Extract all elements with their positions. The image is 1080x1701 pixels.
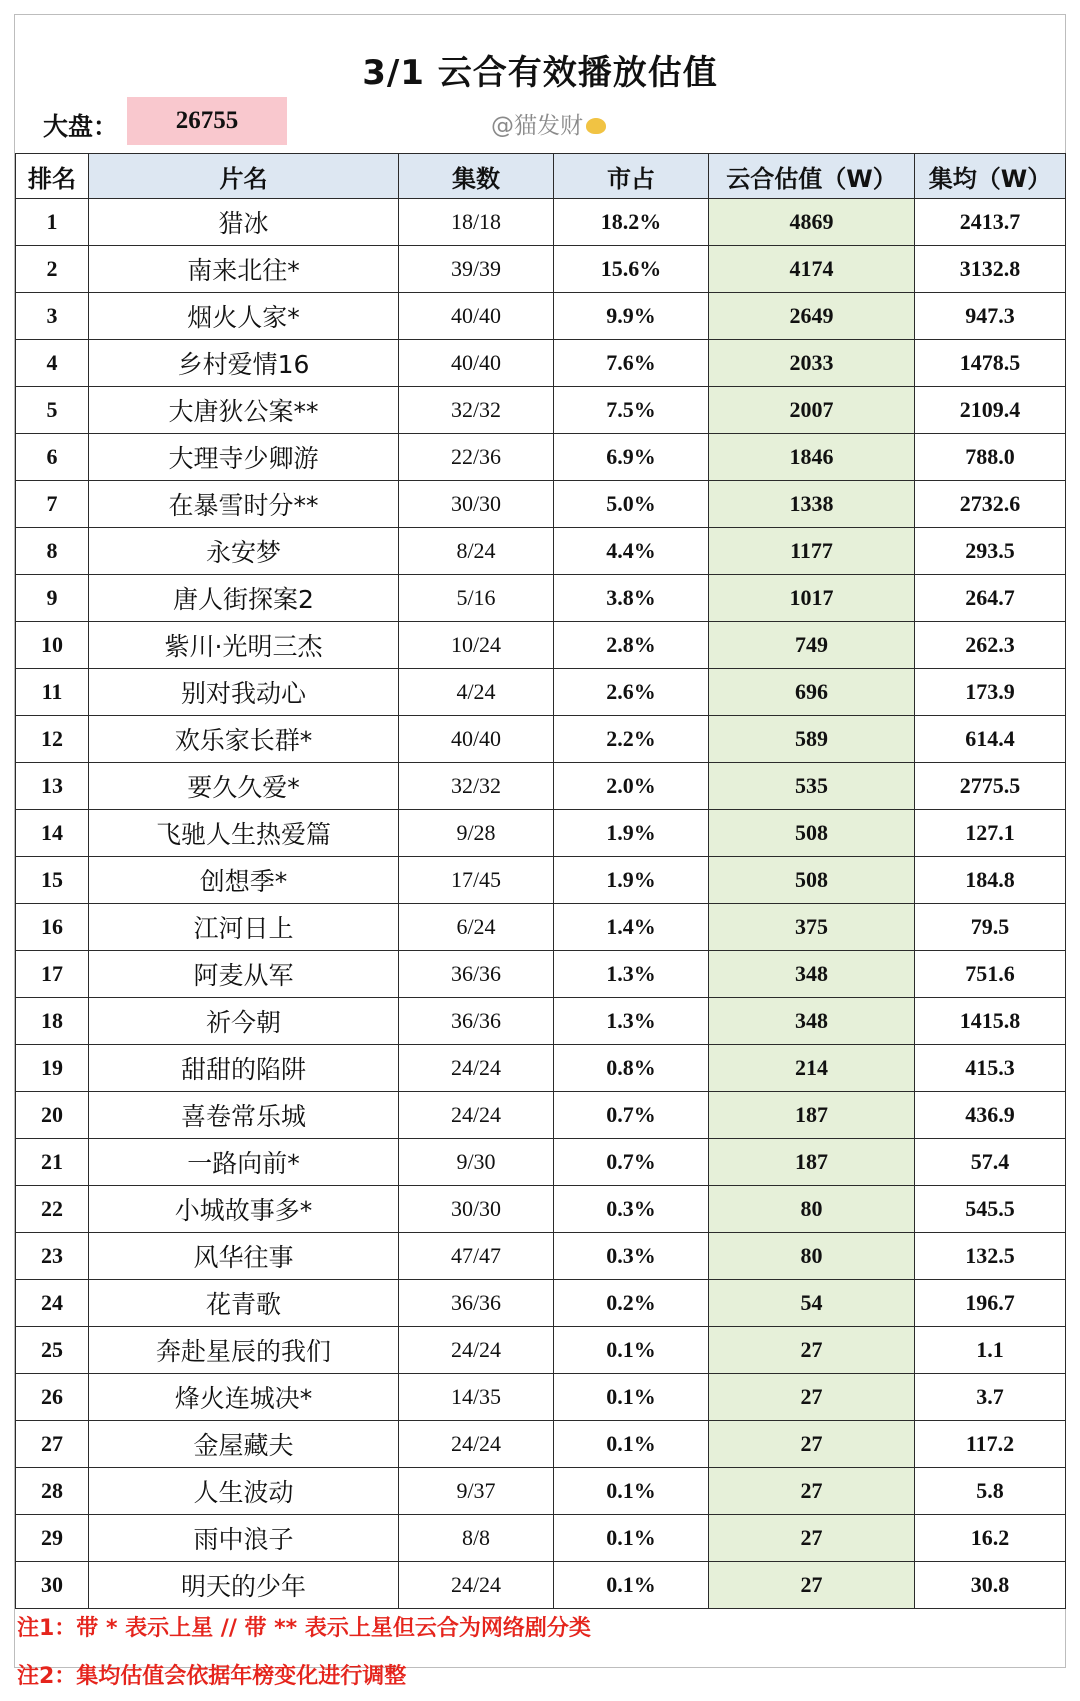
share-cell: 1.9% bbox=[554, 810, 709, 857]
estimate-cell: 1338 bbox=[709, 481, 915, 528]
share-cell: 1.9% bbox=[554, 857, 709, 904]
table-row bbox=[16, 481, 1066, 528]
title-cell: 猎冰 bbox=[89, 199, 399, 246]
table-row bbox=[16, 951, 1066, 998]
episodes-cell: 9/30 bbox=[399, 1139, 554, 1186]
table-row bbox=[16, 1562, 1066, 1609]
share-cell: 0.1% bbox=[554, 1374, 709, 1421]
estimate-cell: 54 bbox=[709, 1280, 915, 1327]
share-cell: 0.7% bbox=[554, 1139, 709, 1186]
episodes-cell: 24/24 bbox=[399, 1045, 554, 1092]
rank-cell: 7 bbox=[16, 481, 89, 528]
estimate-cell: 589 bbox=[709, 716, 915, 763]
episodes-cell: 10/24 bbox=[399, 622, 554, 669]
title-cell: 阿麦从军 bbox=[89, 951, 399, 998]
avg-cell: 2413.7 bbox=[915, 199, 1066, 246]
estimate-cell: 27 bbox=[709, 1421, 915, 1468]
table-row bbox=[16, 199, 1066, 246]
share-cell: 0.1% bbox=[554, 1468, 709, 1515]
page-title: 3/1 云合有效播放估值 bbox=[362, 53, 718, 93]
title-cell: 江河日上 bbox=[89, 904, 399, 951]
table-row bbox=[16, 1186, 1066, 1233]
episodes-cell: 4/24 bbox=[399, 669, 554, 716]
table-row bbox=[16, 857, 1066, 904]
title-cell: 飞驰人生热爱篇 bbox=[89, 810, 399, 857]
table-row bbox=[16, 387, 1066, 434]
rank-cell: 9 bbox=[16, 575, 89, 622]
share-cell: 15.6% bbox=[554, 246, 709, 293]
table-row bbox=[16, 1374, 1066, 1421]
title-cell: 小城故事多* bbox=[89, 1186, 399, 1233]
estimate-cell: 2007 bbox=[709, 387, 915, 434]
estimate-cell: 27 bbox=[709, 1468, 915, 1515]
rank-cell: 6 bbox=[16, 434, 89, 481]
rank-cell: 18 bbox=[16, 998, 89, 1045]
avg-cell: 127.1 bbox=[915, 810, 1066, 857]
title-cell: 花青歌 bbox=[89, 1280, 399, 1327]
dapan-value: 26755 bbox=[127, 97, 287, 145]
episodes-cell: 8/8 bbox=[399, 1515, 554, 1562]
episodes-cell: 24/24 bbox=[399, 1562, 554, 1609]
estimate-cell: 1846 bbox=[709, 434, 915, 481]
share-cell: 4.4% bbox=[554, 528, 709, 575]
episodes-cell: 9/37 bbox=[399, 1468, 554, 1515]
episodes-cell: 24/24 bbox=[399, 1421, 554, 1468]
share-cell: 7.6% bbox=[554, 340, 709, 387]
share-cell: 1.3% bbox=[554, 998, 709, 1045]
avg-cell: 184.8 bbox=[915, 857, 1066, 904]
avg-cell: 57.4 bbox=[915, 1139, 1066, 1186]
avg-cell: 947.3 bbox=[915, 293, 1066, 340]
share-cell: 3.8% bbox=[554, 575, 709, 622]
share-cell: 2.0% bbox=[554, 763, 709, 810]
estimate-cell: 1177 bbox=[709, 528, 915, 575]
avg-cell: 614.4 bbox=[915, 716, 1066, 763]
estimate-cell: 508 bbox=[709, 857, 915, 904]
estimate-cell: 80 bbox=[709, 1233, 915, 1280]
share-cell: 0.3% bbox=[554, 1233, 709, 1280]
episodes-cell: 36/36 bbox=[399, 1280, 554, 1327]
estimate-cell: 27 bbox=[709, 1374, 915, 1421]
title-cell: 风华往事 bbox=[89, 1233, 399, 1280]
rank-cell: 2 bbox=[16, 246, 89, 293]
avg-cell: 1478.5 bbox=[915, 340, 1066, 387]
estimate-cell: 214 bbox=[709, 1045, 915, 1092]
col-header-avg: 集均（W） bbox=[915, 154, 1066, 199]
rank-cell: 30 bbox=[16, 1562, 89, 1609]
table-row bbox=[16, 293, 1066, 340]
col-header-rank: 排名 bbox=[16, 154, 89, 199]
title-cell: 在暴雪时分** bbox=[89, 481, 399, 528]
estimate-cell: 187 bbox=[709, 1092, 915, 1139]
share-cell: 0.8% bbox=[554, 1045, 709, 1092]
episodes-cell: 30/30 bbox=[399, 1186, 554, 1233]
table-row bbox=[16, 904, 1066, 951]
estimate-cell: 375 bbox=[709, 904, 915, 951]
avg-cell: 262.3 bbox=[915, 622, 1066, 669]
episodes-cell: 47/47 bbox=[399, 1233, 554, 1280]
title-cell: 大唐狄公案** bbox=[89, 387, 399, 434]
title-cell: 一路向前* bbox=[89, 1139, 399, 1186]
avg-cell: 545.5 bbox=[915, 1186, 1066, 1233]
table-row bbox=[16, 434, 1066, 481]
table-header-row bbox=[16, 154, 1066, 199]
rank-cell: 12 bbox=[16, 716, 89, 763]
title-cell: 永安梦 bbox=[89, 528, 399, 575]
episodes-cell: 18/18 bbox=[399, 199, 554, 246]
title-cell: 甜甜的陷阱 bbox=[89, 1045, 399, 1092]
estimate-cell: 2649 bbox=[709, 293, 915, 340]
episodes-cell: 17/45 bbox=[399, 857, 554, 904]
avg-cell: 2732.6 bbox=[915, 481, 1066, 528]
table-row bbox=[16, 763, 1066, 810]
table-row bbox=[16, 1468, 1066, 1515]
avg-cell: 293.5 bbox=[915, 528, 1066, 575]
avg-cell: 16.2 bbox=[915, 1515, 1066, 1562]
title-cell: 唐人街探案2 bbox=[89, 575, 399, 622]
avg-cell: 1415.8 bbox=[915, 998, 1066, 1045]
share-cell: 2.6% bbox=[554, 669, 709, 716]
title-cell: 要久久爱* bbox=[89, 763, 399, 810]
rank-cell: 20 bbox=[16, 1092, 89, 1139]
title-cell: 烟火人家* bbox=[89, 293, 399, 340]
title-cell: 创想季* bbox=[89, 857, 399, 904]
rank-cell: 13 bbox=[16, 763, 89, 810]
share-cell: 0.1% bbox=[554, 1562, 709, 1609]
avg-cell: 3132.8 bbox=[915, 246, 1066, 293]
episodes-cell: 9/28 bbox=[399, 810, 554, 857]
title-cell: 金屋藏夫 bbox=[89, 1421, 399, 1468]
avg-cell: 5.8 bbox=[915, 1468, 1066, 1515]
episodes-cell: 40/40 bbox=[399, 340, 554, 387]
rank-cell: 17 bbox=[16, 951, 89, 998]
estimate-cell: 508 bbox=[709, 810, 915, 857]
estimate-cell: 4869 bbox=[709, 199, 915, 246]
estimate-cell: 4174 bbox=[709, 246, 915, 293]
rank-cell: 24 bbox=[16, 1280, 89, 1327]
table-row bbox=[16, 1092, 1066, 1139]
rank-cell: 1 bbox=[16, 199, 89, 246]
rank-cell: 14 bbox=[16, 810, 89, 857]
table-row bbox=[16, 1515, 1066, 1562]
avg-cell: 788.0 bbox=[915, 434, 1066, 481]
rank-cell: 22 bbox=[16, 1186, 89, 1233]
title-cell: 雨中浪子 bbox=[89, 1515, 399, 1562]
share-cell: 0.1% bbox=[554, 1515, 709, 1562]
avg-cell: 264.7 bbox=[915, 575, 1066, 622]
share-cell: 5.0% bbox=[554, 481, 709, 528]
avg-cell: 196.7 bbox=[915, 1280, 1066, 1327]
episodes-cell: 8/24 bbox=[399, 528, 554, 575]
title-cell: 大理寺少卿游 bbox=[89, 434, 399, 481]
avg-cell: 173.9 bbox=[915, 669, 1066, 716]
table-row bbox=[16, 622, 1066, 669]
rank-cell: 3 bbox=[16, 293, 89, 340]
episodes-cell: 6/24 bbox=[399, 904, 554, 951]
title-cell: 乡村爱情16 bbox=[89, 340, 399, 387]
rank-cell: 29 bbox=[16, 1515, 89, 1562]
avg-cell: 2109.4 bbox=[915, 387, 1066, 434]
share-cell: 0.7% bbox=[554, 1092, 709, 1139]
rank-cell: 8 bbox=[16, 528, 89, 575]
rank-cell: 27 bbox=[16, 1421, 89, 1468]
avg-cell: 30.8 bbox=[915, 1562, 1066, 1609]
episodes-cell: 24/24 bbox=[399, 1092, 554, 1139]
avg-cell: 117.2 bbox=[915, 1421, 1066, 1468]
share-cell: 0.1% bbox=[554, 1421, 709, 1468]
avg-cell: 1.1 bbox=[915, 1327, 1066, 1374]
title-cell: 喜卷常乐城 bbox=[89, 1092, 399, 1139]
avg-cell: 2775.5 bbox=[915, 763, 1066, 810]
table-row bbox=[16, 1280, 1066, 1327]
share-cell: 1.3% bbox=[554, 951, 709, 998]
table-row bbox=[16, 1045, 1066, 1092]
col-header-share: 市占 bbox=[554, 154, 709, 199]
share-cell: 7.5% bbox=[554, 387, 709, 434]
share-cell: 18.2% bbox=[554, 199, 709, 246]
rank-cell: 28 bbox=[16, 1468, 89, 1515]
episodes-cell: 30/30 bbox=[399, 481, 554, 528]
col-header-episodes: 集数 bbox=[399, 154, 554, 199]
title-cell: 明天的少年 bbox=[89, 1562, 399, 1609]
dapan-label: 大盘： bbox=[43, 112, 119, 141]
episodes-cell: 32/32 bbox=[399, 763, 554, 810]
share-cell: 9.9% bbox=[554, 293, 709, 340]
avg-cell: 3.7 bbox=[915, 1374, 1066, 1421]
episodes-cell: 36/36 bbox=[399, 998, 554, 1045]
avg-cell: 751.6 bbox=[915, 951, 1066, 998]
ranking-table bbox=[15, 153, 1066, 1609]
table-row bbox=[16, 340, 1066, 387]
title-cell: 奔赴星辰的我们 bbox=[89, 1327, 399, 1374]
table-row bbox=[16, 1327, 1066, 1374]
rank-cell: 19 bbox=[16, 1045, 89, 1092]
rank-cell: 26 bbox=[16, 1374, 89, 1421]
title-cell: 欢乐家长群* bbox=[89, 716, 399, 763]
estimate-cell: 2033 bbox=[709, 340, 915, 387]
title-cell: 人生波动 bbox=[89, 1468, 399, 1515]
episodes-cell: 39/39 bbox=[399, 246, 554, 293]
estimate-cell: 187 bbox=[709, 1139, 915, 1186]
col-header-estimate: 云合估值（W） bbox=[709, 154, 915, 199]
rank-cell: 11 bbox=[16, 669, 89, 716]
rank-cell: 4 bbox=[16, 340, 89, 387]
table-row bbox=[16, 246, 1066, 293]
col-header-title: 片名 bbox=[89, 154, 399, 199]
avg-cell: 79.5 bbox=[915, 904, 1066, 951]
rank-cell: 25 bbox=[16, 1327, 89, 1374]
estimate-cell: 535 bbox=[709, 763, 915, 810]
estimate-cell: 27 bbox=[709, 1515, 915, 1562]
episodes-cell: 14/35 bbox=[399, 1374, 554, 1421]
rank-cell: 16 bbox=[16, 904, 89, 951]
rank-cell: 10 bbox=[16, 622, 89, 669]
share-cell: 2.8% bbox=[554, 622, 709, 669]
title-cell: 别对我动心 bbox=[89, 669, 399, 716]
table-body bbox=[16, 199, 1066, 1609]
estimate-cell: 27 bbox=[709, 1562, 915, 1609]
avg-cell: 436.9 bbox=[915, 1092, 1066, 1139]
rank-cell: 23 bbox=[16, 1233, 89, 1280]
episodes-cell: 36/36 bbox=[399, 951, 554, 998]
episodes-cell: 40/40 bbox=[399, 716, 554, 763]
episodes-cell: 32/32 bbox=[399, 387, 554, 434]
avg-cell: 132.5 bbox=[915, 1233, 1066, 1280]
episodes-cell: 22/36 bbox=[399, 434, 554, 481]
estimate-cell: 1017 bbox=[709, 575, 915, 622]
share-cell: 6.9% bbox=[554, 434, 709, 481]
rank-cell: 21 bbox=[16, 1139, 89, 1186]
estimate-cell: 749 bbox=[709, 622, 915, 669]
table-row bbox=[16, 1233, 1066, 1280]
table-row bbox=[16, 716, 1066, 763]
note-1: 注1：带 * 表示上星 // 带 ** 表示上星但云合为网络剧分类 bbox=[17, 1616, 591, 1641]
title-cell: 南来北往* bbox=[89, 246, 399, 293]
author-watermark bbox=[491, 107, 606, 140]
estimate-cell: 348 bbox=[709, 951, 915, 998]
avg-cell: 415.3 bbox=[915, 1045, 1066, 1092]
title-cell: 烽火连城决* bbox=[89, 1374, 399, 1421]
estimate-cell: 80 bbox=[709, 1186, 915, 1233]
table-row bbox=[16, 1139, 1066, 1186]
watermark-text: @猫发财 bbox=[491, 113, 583, 139]
title-cell: 紫川·光明三杰 bbox=[89, 622, 399, 669]
table-row bbox=[16, 1421, 1066, 1468]
rank-cell: 5 bbox=[16, 387, 89, 434]
table-row bbox=[16, 810, 1066, 857]
table-row bbox=[16, 669, 1066, 716]
episodes-cell: 5/16 bbox=[399, 575, 554, 622]
episodes-cell: 24/24 bbox=[399, 1327, 554, 1374]
share-cell: 0.1% bbox=[554, 1327, 709, 1374]
cat-icon bbox=[586, 118, 606, 134]
estimate-cell: 696 bbox=[709, 669, 915, 716]
share-cell: 0.2% bbox=[554, 1280, 709, 1327]
share-cell: 2.2% bbox=[554, 716, 709, 763]
share-cell: 1.4% bbox=[554, 904, 709, 951]
table-row bbox=[16, 528, 1066, 575]
estimate-cell: 348 bbox=[709, 998, 915, 1045]
estimate-cell: 27 bbox=[709, 1327, 915, 1374]
title-cell: 祈今朝 bbox=[89, 998, 399, 1045]
report-sheet bbox=[14, 14, 1066, 1689]
rank-cell: 15 bbox=[16, 857, 89, 904]
share-cell: 0.3% bbox=[554, 1186, 709, 1233]
episodes-cell: 40/40 bbox=[399, 293, 554, 340]
table-row bbox=[16, 998, 1066, 1045]
note-2: 注2：集均估值会依据年榜变化进行调整 bbox=[17, 1664, 407, 1689]
table-row bbox=[16, 575, 1066, 622]
